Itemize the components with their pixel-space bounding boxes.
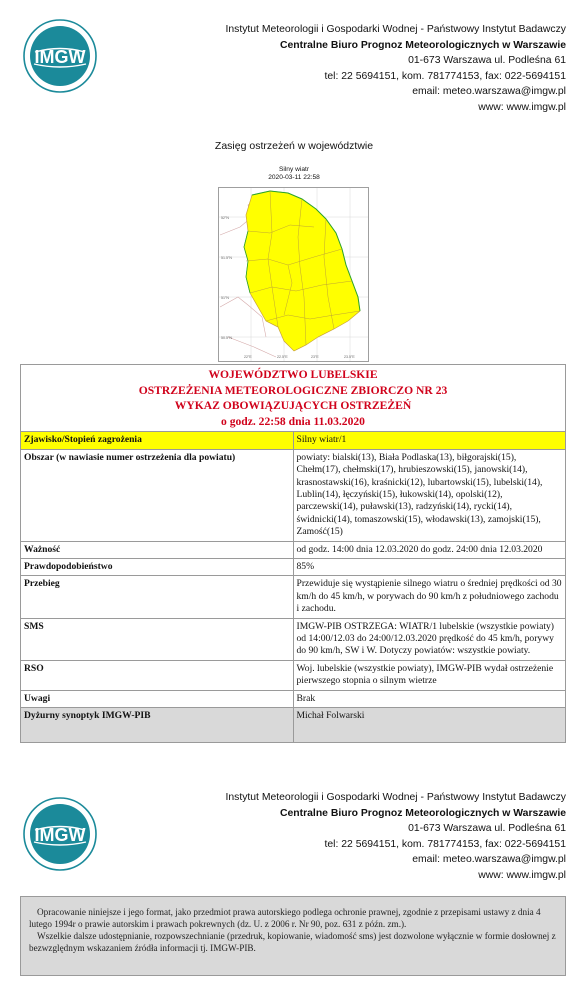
copyright-notice-paragraph-1: Opracowanie niniejsze i jego format, jako przedmiot prawa autorskiego podlega ochronie prawnej, zgodnie z przepisami ustawy z dnia 4 lutego 1994r o prawie autorskim i prawach pokrewnych (dz. U. z 2006 r. Nr 90, poz. 631 z późn. zm.). [29, 907, 541, 929]
map-lat-tick-3: 51°N [221, 296, 230, 300]
imgw-logo-footer [22, 796, 98, 872]
row-label: Prawdopodobieństwo [21, 559, 294, 576]
table-row-remarks [21, 690, 566, 707]
email: email: meteo.warszawa@imgw.pl [412, 854, 566, 866]
copyright-notice [20, 896, 566, 976]
institute-name: Instytut Meteorologii i Gospodarki Wodnej - Państwowy Instytut Badawczy [225, 24, 566, 35]
warning-table-header [21, 365, 566, 432]
map-title: Zasięg ostrzeżeń w województwie [214, 140, 374, 152]
warning-table [20, 364, 566, 743]
row-label: Zjawisko/Stopień zagrożenia [21, 432, 294, 449]
row-value: IMGW-PIB OSTRZEGA: WIATR/1 lubelskie (wszystkie powiaty) od 14:00/12.03 do 24:00/12.03.2020 prędkość do 45 km/h, porywy do 90 km/h, SW i W. Dotyczy powiatów: wszystkie powiaty. [293, 618, 566, 660]
row-value: od godz. 14:00 dnia 12.03.2020 do godz. 24:00 dnia 12.03.2020 [293, 541, 566, 558]
imgw-logo-graphic [22, 18, 98, 94]
map-lat-tick-1: 52°N [221, 216, 230, 220]
row-label: Przebieg [21, 576, 294, 618]
logo-text: IMGW [34, 47, 86, 67]
map-caption-phenomenon: Silny wiatr [278, 166, 310, 173]
row-value: powiaty: bialski(13), Biała Podlaska(13), biłgorajski(15), Chełm(17), chełmski(17), hrubieszowski(15), janowski(14), krasnostawski(16), kraśnicki(12), lubartowski(15), lubelski(14), Lublin(14), łęczyński(15), łukowski(14), opolski(12), parczewski(14), puławski(13), radzyński(14), rycki(14), świdnicki(14), tomaszowski(15), włodawski(13), zamojski(15), Zamość(15) [293, 449, 566, 541]
phone: tel: 22 5694151, kom. 781774153, fax: 022-5694151 [324, 838, 566, 850]
row-label: Dyżurny synoptyk IMGW-PIB [21, 708, 294, 743]
row-value: Silny wiatr/1 [293, 432, 566, 449]
website: www: www.imgw.pl [478, 869, 566, 881]
row-label: Uwagi [21, 690, 294, 707]
warning-map [218, 187, 369, 362]
copyright-notice-paragraph-2: Wszelkie dalsze udostępnianie, rozpowszechnianie (przedruk, kopiowanie, wiadomość sms) jest dozwolone wyłącznie w formie dosłownej z bezwzględnym wskazaniem źródła informacji tj. IMGW-PIB. [29, 931, 556, 953]
voivodeship-title: WOJEWÓDZTWO LUBELSKIE [208, 368, 378, 381]
table-row-phenomenon [21, 432, 566, 449]
row-label: Obszar (w nawiasie numer ostrzeżenia dla powiatu) [21, 449, 294, 541]
table-row-probability [21, 559, 566, 576]
map-lon-tick-1: 22°E [244, 355, 252, 359]
imgw-logo-footer-graphic [22, 796, 98, 872]
table-row-area [21, 449, 566, 541]
institute-name: Instytut Meteorologii i Gospodarki Wodnej - Państwowy Instytut Badawczy [225, 792, 566, 803]
email: email: meteo.warszawa@imgw.pl [412, 86, 566, 98]
warning-title-cell [21, 365, 566, 432]
bureau-name: Centralne Biuro Prognoz Meteorologicznych w Warszawie [280, 39, 566, 51]
website: www: www.imgw.pl [478, 101, 566, 113]
map-caption-date: 2020-03-11 22:58 [268, 174, 320, 181]
row-label: Ważność [21, 541, 294, 558]
warnings-collective-title: OSTRZEŻENIA METEOROLOGICZNE ZBIORCZO NR 23 [138, 383, 448, 397]
institute-contact [206, 22, 566, 116]
map-lon-tick-3: 23°E [311, 355, 319, 359]
map-lon-tick-4: 23.5°E [344, 355, 355, 359]
institute-contact-footer [206, 790, 566, 884]
row-value: Woj. lubelskie (wszystkie powiaty), IMGW-PIB wydał ostrzeżenie pierwszego stopnia o silnym wietrze [293, 660, 566, 690]
address: 01-673 Warszawa ul. Podleśna 61 [408, 823, 566, 835]
row-label: RSO [21, 660, 294, 690]
map-lon-tick-2: 22.5°E [277, 355, 288, 359]
row-value: Przewiduje się wystąpienie silnego wiatru o średniej prędkości od 30 km/h do 45 km/h, w porywach do 90 km/h z południowego zachodu i zachodu. [293, 576, 566, 618]
table-row-validity [21, 541, 566, 558]
warning-map-graphic [218, 187, 369, 362]
map-lat-tick-4: 50.5°N [221, 336, 233, 340]
table-row-forecaster [21, 708, 566, 743]
map-lat-tick-2: 51.5°N [221, 256, 233, 260]
phone: tel: 22 5694151, kom. 781774153, fax: 022-5694151 [324, 70, 566, 82]
bureau-name: Centralne Biuro Prognoz Meteorologicznych w Warszawie [280, 807, 566, 819]
row-value: Brak [293, 690, 566, 707]
table-row-sms [21, 618, 566, 660]
address: 01-673 Warszawa ul. Podleśna 61 [408, 55, 566, 67]
table-row-rso [21, 660, 566, 690]
row-value: Michał Folwarski [293, 708, 566, 743]
row-label: SMS [21, 618, 294, 660]
logo-text: IMGW [34, 825, 86, 845]
table-row-course [21, 576, 566, 618]
imgw-logo [22, 18, 98, 94]
warnings-list-title: WYKAZ OBOWIĄZUJĄCYCH OSTRZEŻEŃ [174, 399, 412, 413]
warning-issue-time: o godz. 22:58 dnia 11.03.2020 [221, 414, 365, 428]
row-value: 85% [293, 559, 566, 576]
